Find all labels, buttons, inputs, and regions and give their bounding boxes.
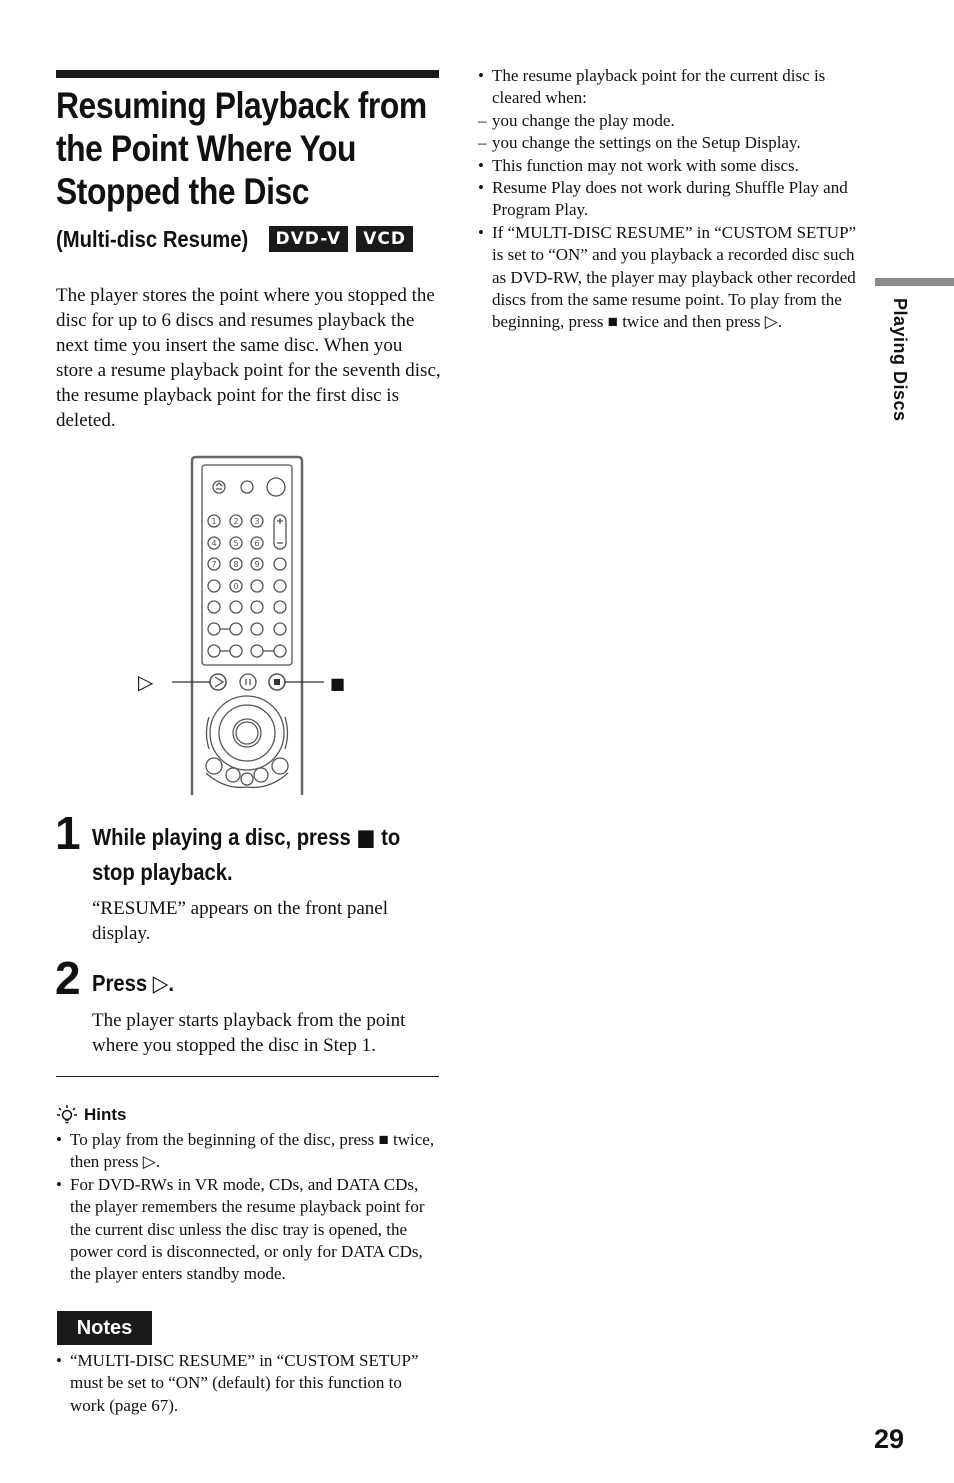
lightbulb-icon bbox=[56, 1104, 78, 1126]
notes-list bbox=[56, 1350, 441, 1417]
play-symbol: ▷ bbox=[152, 971, 169, 997]
key-label: 3 bbox=[254, 517, 260, 526]
step-number: 1 bbox=[55, 807, 81, 859]
title-rule bbox=[56, 70, 439, 78]
step-heading-text: Press bbox=[92, 970, 153, 996]
list-item: • This function may not work with some discs. bbox=[478, 155, 863, 177]
list-item: • To play from the beginning of the disc, press ■ twice, then press ▷. bbox=[56, 1129, 441, 1174]
subtitle-label: (Multi-disc Resume) bbox=[56, 225, 249, 252]
key-label: 1 bbox=[211, 517, 217, 526]
list-subitem: – you change the settings on the Setup Display. bbox=[478, 132, 863, 154]
notes-heading: Notes bbox=[57, 1311, 152, 1345]
step-heading bbox=[92, 966, 444, 1001]
key-label: 6 bbox=[254, 539, 260, 548]
list-item: • Resume Play does not work during Shuffle Play and Program Play. bbox=[478, 177, 863, 222]
remote-control-drawing bbox=[130, 455, 350, 800]
section-divider bbox=[56, 1076, 439, 1077]
hints-heading bbox=[56, 1104, 127, 1126]
key-label: 0 bbox=[233, 582, 239, 591]
stop-symbol: ■ bbox=[356, 825, 376, 851]
key-label: 4 bbox=[211, 539, 217, 548]
title-line: Stopped the Disc bbox=[56, 171, 310, 212]
key-label: 7 bbox=[211, 560, 217, 569]
step-heading bbox=[92, 820, 444, 889]
step-heading-text: . bbox=[168, 970, 174, 996]
list-item: • If “MULTI-DISC RESUME” in “CUSTOM SETUP” is set to “ON” and you playback a recorded disc such as DVD-RW, the player may playback other recorded discs from the same resume point. To play from the beginning, press ■ twice and then press ▷. bbox=[478, 222, 863, 334]
section-subtitle bbox=[56, 224, 413, 254]
page-number: 29 bbox=[874, 1424, 905, 1454]
step-description: The player starts playback from the point where you stopped the disc in Step 1. bbox=[92, 1010, 406, 1056]
list-subitem: – you change the play mode. bbox=[478, 110, 863, 132]
chapter-tab-label: Playing Discs bbox=[890, 298, 910, 422]
step-number: 2 bbox=[55, 952, 81, 1004]
intro-paragraph: The player stores the point where you stopped the disc for up to 6 discs and resumes playback the next time you insert the same disc. When you store a resume playback point for the seventh disc, the resume playback point for the first disc is deleted. bbox=[56, 285, 441, 431]
title-line: the Point Where You bbox=[56, 128, 357, 169]
hints-title: Hints bbox=[84, 1105, 127, 1124]
key-label: 9 bbox=[254, 560, 260, 569]
page-title bbox=[56, 84, 427, 213]
key-label: 5 bbox=[233, 539, 239, 548]
chapter-tab-bar bbox=[875, 278, 954, 286]
stop-callout: ■ bbox=[330, 674, 346, 693]
list-item: • The resume playback point for the current disc is cleared when: bbox=[478, 65, 863, 110]
hints-list bbox=[56, 1129, 441, 1286]
key-label: 2 bbox=[233, 517, 239, 526]
step-heading-text: While playing a disc, press bbox=[92, 824, 357, 850]
vcd-badge: VCD bbox=[356, 226, 413, 252]
title-line: Resuming Playback from bbox=[56, 85, 427, 126]
notes-continued-list bbox=[478, 65, 863, 334]
list-item: • “MULTI-DISC RESUME” in “CUSTOM SETUP” must be set to “ON” (default) for this function to work (page 67). bbox=[56, 1350, 441, 1417]
remote-illustration bbox=[130, 455, 350, 805]
play-callout: ▷ bbox=[138, 670, 154, 694]
step-heading-text: to stop playback. bbox=[92, 824, 401, 885]
key-label: 8 bbox=[233, 560, 239, 569]
step-description: “RESUME” appears on the front panel display. bbox=[92, 898, 388, 944]
dvd-v-badge: DVD-V bbox=[269, 226, 349, 252]
list-item: • For DVD-RWs in VR mode, CDs, and DATA CDs, the player remembers the resume playback point for the current disc unless the disc tray is opened, the power cord is disconnected, or only for DATA CDs, the player enters standby mode. bbox=[56, 1174, 441, 1286]
